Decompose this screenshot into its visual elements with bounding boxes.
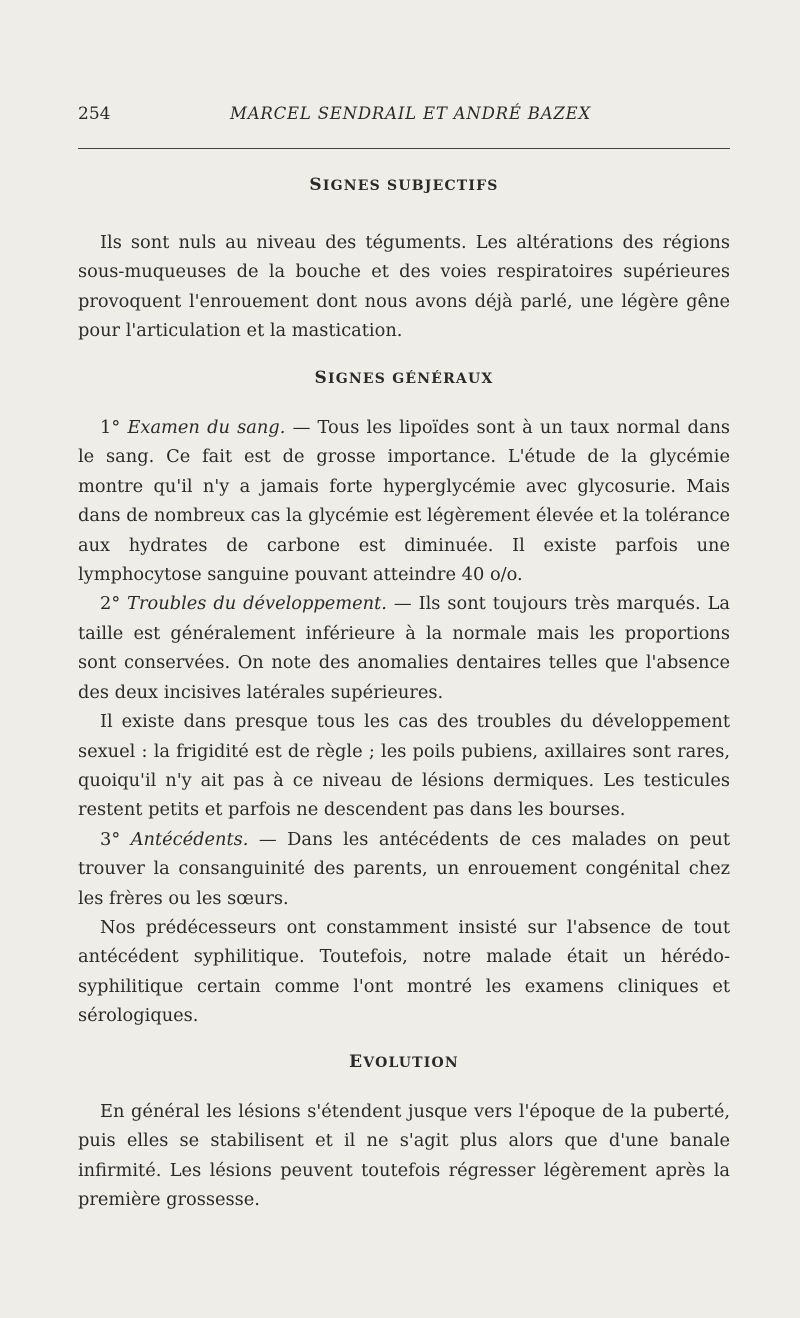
paragraph-examen-du-sang (78, 413, 730, 589)
body-text (78, 228, 730, 1215)
paragraph-evolution: En général les lésions s'étendent jusque vers l'époque de la puberté, puis elles se stabilisent et il ne s'agit plus alors que d'une banale infirmité. Les lésions peuvent toutefois régresser légèrement après la première grossesse. (78, 1100, 730, 1211)
paragraph-antecedents (78, 825, 730, 913)
paragraph-predecesseurs: Nos prédécesseurs ont constamment insisté sur l'absence de tout antécédent syphilitique. Toutefois, notre malade était un hérédo-syphilitique certain comme l'ont montré les examens cliniques et sérologiques. (78, 916, 730, 1027)
heading-rest: VOLUTION (363, 1054, 459, 1071)
heading-rest: IGNES GÉNÉRAUX (328, 370, 494, 387)
heading-initial: S (309, 175, 323, 195)
heading-rest: IGNES SUBJECTIFS (322, 178, 499, 194)
header-rule (78, 148, 730, 149)
item-title: Antécédents. (130, 828, 249, 850)
heading-initial: S (314, 367, 329, 388)
paragraph-developpement-sexuel: Il existe dans presque tous les cas des troubles du développement sexuel : la frigidité est de règle ; les poils pubiens, axillaires sont rares, quoiqu'il n'y ait pas à ce niveau de lésions dermiques. Les testicules restent petits et parfois ne descendent pas dans les bourses. (78, 711, 730, 821)
running-head (78, 104, 730, 130)
heading-evolution (78, 1048, 730, 1078)
item-number: 2° (100, 593, 121, 615)
item-number: 1° (100, 417, 121, 439)
item-text: — Dans les antécédents de ces malades on peut trouver la consanguinité des parents, un enrouement congénital chez les frères ou les sœurs. (78, 828, 731, 909)
heading-signes-subjectifs (78, 175, 730, 195)
paragraph-troubles (78, 589, 730, 707)
paragraph-subjectifs: Ils sont nuls au niveau des téguments. Les altérations des régions sous-muqueuses de la bouche et des voies respiratoires supérieures provoquent l'enrouement dont nous avons déjà parlé, une légère gêne pour l'articulation et la mastication. (78, 232, 730, 342)
item-text: — Tous les lipoïdes sont à un taux normal dans le sang. Ce fait est de grosse importance. L'étude de la glycémie montre qu'il n'y a jamais forte hyperglycémie avec glycosurie. Mais dans de nombreux cas la glycémie est légèrement élevée et la tolérance aux hydrates de carbone est diminuée. Il existe parfois une lymphocytose sanguine pouvant atteindre 40 o/o. (78, 417, 731, 586)
running-title: MARCEL SENDRAIL ET ANDRÉ BAZEX (230, 104, 592, 123)
heading-initial: E (349, 1051, 364, 1072)
item-text: — Ils sont toujours très marqués. La taille est généralement inférieure à la normale mais les proportions sont conservées. On note des anomalies dentaires telles que l'absence des deux incisives latérales supérieures. (78, 593, 730, 703)
page-number: 254 (78, 104, 111, 124)
heading-signes-generaux (78, 364, 730, 394)
item-title: Troubles du développement. (127, 593, 387, 615)
item-number: 3° (100, 828, 121, 850)
item-title: Examen du sang. (127, 417, 286, 439)
